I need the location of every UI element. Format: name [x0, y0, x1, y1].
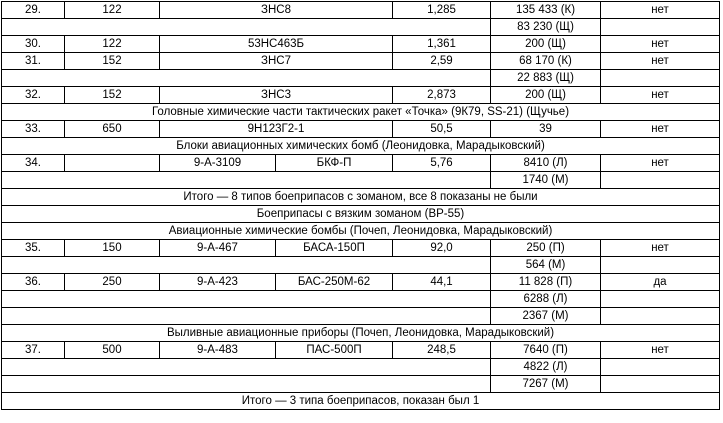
table-cell: 2367 (М): [491, 308, 601, 325]
table-cell: [2, 172, 491, 189]
table-cell: 9-А-467: [160, 240, 276, 257]
section-row: [2, 223, 720, 240]
table-cell: ЗНС3: [160, 87, 393, 104]
table-cell: 650: [65, 121, 160, 138]
table-cell: 200 (Щ): [491, 36, 601, 53]
section-row: [2, 206, 720, 223]
table-cell: [2, 308, 491, 325]
section-row: [2, 393, 720, 410]
table-cell: 9-А-3109: [160, 155, 276, 172]
table-cell: 500: [65, 342, 160, 359]
table-cell: 33.: [2, 121, 65, 138]
section-row: [2, 325, 720, 342]
table-cell: [601, 257, 720, 274]
table-cell: БАСА-150П: [276, 240, 393, 257]
table-cell: 1740 (М): [491, 172, 601, 189]
table-row: [2, 19, 720, 36]
table-row: [2, 70, 720, 87]
table-cell: нет: [601, 240, 720, 257]
table-row: [2, 376, 720, 393]
table-cell: нет: [601, 2, 720, 19]
table-cell: 7640 (П): [491, 342, 601, 359]
table-cell: [2, 257, 491, 274]
table-row: [2, 308, 720, 325]
table-cell: ЗНС8: [160, 2, 393, 19]
table-cell: [2, 376, 491, 393]
table-cell: 122: [65, 36, 160, 53]
table-cell: 8410 (Л): [491, 155, 601, 172]
table-cell: 50,5: [393, 121, 491, 138]
table-cell: 34.: [2, 155, 65, 172]
table-cell: 68 170 (К): [491, 53, 601, 70]
table-cell: 248,5: [393, 342, 491, 359]
table-row: [2, 291, 720, 308]
table-cell: Авиационные химические бомбы (Почеп, Леонидовка, Марадыковский): [2, 223, 720, 240]
table-cell: [2, 359, 491, 376]
table-cell: [65, 155, 160, 172]
table-row: [2, 240, 720, 257]
table-row: [2, 121, 720, 138]
table-row: [2, 36, 720, 53]
table-cell: БАС-250М-62: [276, 274, 393, 291]
table-cell: 4822 (Л): [491, 359, 601, 376]
table-cell: 32.: [2, 87, 65, 104]
table-cell: 9-А-483: [160, 342, 276, 359]
table-cell: [601, 308, 720, 325]
section-row: [2, 138, 720, 155]
table-cell: 22 883 (Щ): [491, 70, 601, 87]
table-cell: 36.: [2, 274, 65, 291]
table-cell: ПАС-500П: [276, 342, 393, 359]
table-cell: 2,873: [393, 87, 491, 104]
table-cell: Выливные авиационные приборы (Почеп, Леонидовка, Марадыковский): [2, 325, 720, 342]
table-cell: 92,0: [393, 240, 491, 257]
table-cell: 5,76: [393, 155, 491, 172]
table-row: [2, 274, 720, 291]
table-cell: 37.: [2, 342, 65, 359]
table-cell: Блоки авиационных химических бомб (Леонидовка, Марадыковский): [2, 138, 720, 155]
section-row: [2, 189, 720, 206]
table-cell: 1,361: [393, 36, 491, 53]
table-row: [2, 257, 720, 274]
table-cell: нет: [601, 342, 720, 359]
table-cell: ЗНС7: [160, 53, 393, 70]
table-row: [2, 2, 720, 19]
table-cell: 29.: [2, 2, 65, 19]
table-cell: [2, 19, 491, 36]
munitions-table: [1, 1, 720, 410]
table-cell: нет: [601, 36, 720, 53]
table-cell: 83 230 (Щ): [491, 19, 601, 36]
table-cell: [601, 376, 720, 393]
table-cell: 250 (П): [491, 240, 601, 257]
table-cell: 7267 (М): [491, 376, 601, 393]
table-cell: 152: [65, 53, 160, 70]
table-cell: [2, 70, 491, 87]
table-cell: 39: [491, 121, 601, 138]
table-cell: 135 433 (К): [491, 2, 601, 19]
table-cell: нет: [601, 121, 720, 138]
table-cell: Боеприпасы с вязким зоманом (ВР-55): [2, 206, 720, 223]
table-cell: Итого — 8 типов боеприпасов с зоманом, все 8 показаны не были: [2, 189, 720, 206]
table-cell: 564 (М): [491, 257, 601, 274]
table-cell: [601, 70, 720, 87]
table-cell: [601, 19, 720, 36]
table-cell: БКФ-П: [276, 155, 393, 172]
table-cell: [2, 291, 491, 308]
table-row: [2, 359, 720, 376]
table-row: [2, 155, 720, 172]
table-row: [2, 342, 720, 359]
table-cell: 6288 (Л): [491, 291, 601, 308]
table-row: [2, 87, 720, 104]
table-cell: 53НС463Б: [160, 36, 393, 53]
table-cell: 1,285: [393, 2, 491, 19]
table-cell: 11 828 (П): [491, 274, 601, 291]
table-cell: Итого — 3 типа боеприпасов, показан был 1: [2, 393, 720, 410]
table-cell: нет: [601, 155, 720, 172]
table-cell: 44,1: [393, 274, 491, 291]
table-row: [2, 172, 720, 189]
table-cell: да: [601, 274, 720, 291]
section-row: [2, 104, 720, 121]
table-cell: [601, 291, 720, 308]
table-cell: 2,59: [393, 53, 491, 70]
table-cell: 35.: [2, 240, 65, 257]
table-cell: [601, 359, 720, 376]
table-cell: 30.: [2, 36, 65, 53]
table-cell: 9-А-423: [160, 274, 276, 291]
table-cell: нет: [601, 87, 720, 104]
table-cell: 200 (Щ): [491, 87, 601, 104]
table-cell: 122: [65, 2, 160, 19]
table-row: [2, 53, 720, 70]
table-cell: 150: [65, 240, 160, 257]
table-cell: 152: [65, 87, 160, 104]
table-cell: 250: [65, 274, 160, 291]
table-cell: 31.: [2, 53, 65, 70]
table-cell: 9Н123Г2-1: [160, 121, 393, 138]
table-cell: [601, 172, 720, 189]
table-cell: нет: [601, 53, 720, 70]
table-cell: Головные химические части тактических ракет «Точка» (9К79, SS-21) (Щучье): [2, 104, 720, 121]
